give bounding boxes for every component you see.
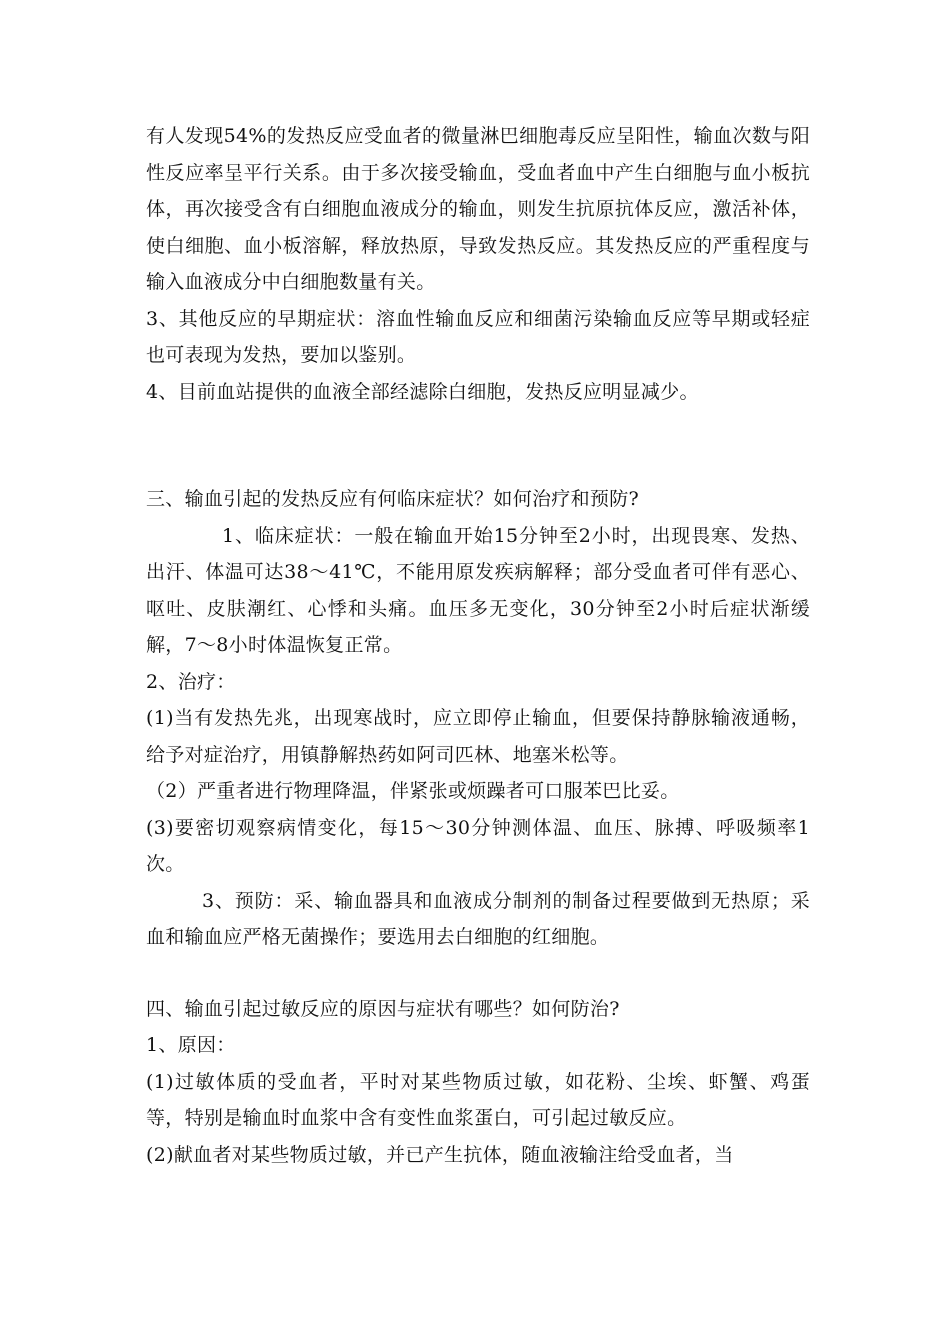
section-4-heading: 四、输血引起过敏反应的原因与症状有哪些？如何防治? [146,997,620,1020]
paragraph-other-reactions: 3、其他反应的早期症状：溶血性输血反应和细菌污染输血反应等早期或轻症也可表现为发热，要加以鉴别。 [146,307,810,366]
section-3-treatment-item-2: （2）严重者进行物理降温，伴紧张或烦躁者可口服苯巴比妥。 [146,780,680,802]
section-4-cause-item-2: (2)献血者对某些物质过敏，并已产生抗体，随血液输注给受血者，当 [146,1143,734,1166]
paragraph-leukocyte-filtering: 4、目前血站提供的血液全部经滤除白细胞，发热反应明显减少。 [146,380,699,403]
spacer [146,410,810,481]
section-3-heading: 三、输血引起的发热反应有何临床症状？如何治疗和预防? [146,488,639,510]
section-3-treatment-item-1: (1)当有发热先兆，出现寒战时，应立即停止输血，但要保持静脉输液通畅，给予对症治疗，用镇静解热药如阿司匹林、地塞米松等。 [146,707,810,766]
section-4-cause-title: 1、原因： [146,1034,236,1056]
section-3-treatment-item-3: (3)要密切观察病情变化，每15～30分钟测体温、血压、脉搏、呼吸频率1次。 [146,816,810,875]
section-3-prevention: 3、预防：采、输血器具和血液成分制剂的制备过程要做到无热原；采血和输血应严格无菌操作；要选用去白细胞的红细胞。 [146,889,810,948]
document-body [146,118,810,1173]
paragraph-fever-mechanism: 有人发现54%的发热反应受血者的微量淋巴细胞毒反应呈阳性，输血次数与阳性反应率呈平行关系。由于多次接受输血，受血者血中产生白细胞与血小板抗体，再次接受含有白细胞血液成分的输血，则发生抗原抗体反应，激活补体，使白细胞、血小板溶解，释放热原，导致发热反应。其发热反应的严重程度与输入血液成分中白细胞数量有关。 [146,125,810,293]
spacer [146,956,810,991]
section-3-symptoms: 1、临床症状：一般在输血开始15分钟至2小时，出现畏寒、发热、出汗、体温可达38～41℃，不能用原发疾病解释；部分受血者可伴有恶心、呕吐、皮肤潮红、心悸和头痛。血压多无变化，30分钟至2小时后症状渐缓解，7～8小时体温恢复正常。 [146,524,810,656]
section-4-cause-item-1: (1)过敏体质的受血者，平时对某些物质过敏，如花粉、尘埃、虾蟹、鸡蛋等，特别是输血时血浆中含有变性血浆蛋白，可引起过敏反应。 [146,1070,810,1129]
section-3-treatment-title: 2、治疗： [146,670,236,693]
